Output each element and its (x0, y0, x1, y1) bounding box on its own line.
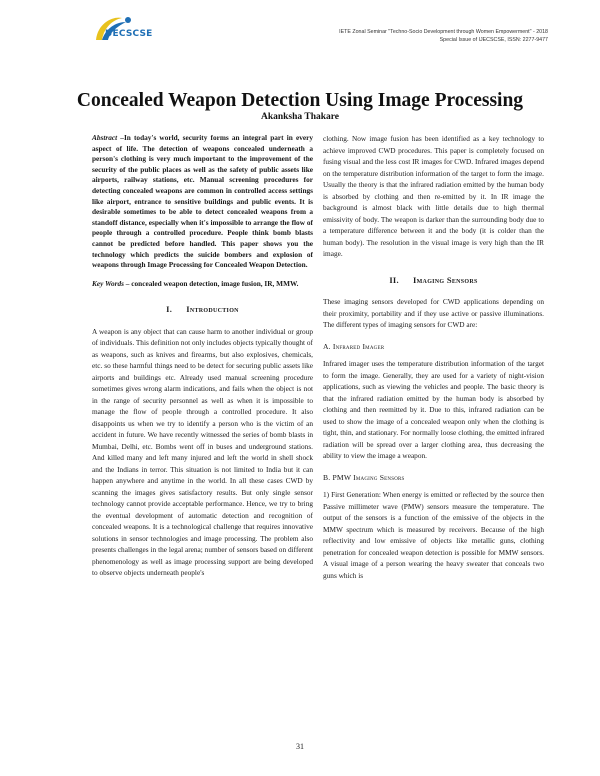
keywords-text: – concealed weapon detection, image fusion, IR, MMW. (123, 278, 299, 288)
section-title: Introduction (186, 304, 239, 315)
issue-line: Special Issue of IJECSCSE, ISSN: 2277-9477 (439, 37, 548, 43)
imaging-sensors-paragraph: These imaging sensors developed for CWD applications depending on their proximity, portability and if they use active or passive illuminations. The different types of imaging sensors for CWD are: (323, 297, 544, 329)
paper-title: Concealed Weapon Detection Using Image Processing (76, 90, 524, 111)
logo-text: UECSCSE (105, 29, 153, 39)
seminar-line: IETE Zonal Seminar "Techno-Socio Development through Women Empowerment" - 2018 (339, 29, 548, 35)
subsection-heading-pmw-sensors: B. PMW Imaging Sensors (323, 472, 405, 482)
journal-logo (92, 14, 154, 44)
section-heading-introduction (92, 304, 313, 316)
introduction-paragraph: A weapon is any object that can cause harm to another individual or group of individuals. This definition not only includes objects typically thought of as weapons, such as knives and firearms, but also explosives, chemicals, etc. so these harmful things need to be detect for securing public assets like airports and buildings etc. Already used manual screening procedure sometimes gives wrong alarm indications, and fails when the object is not in the range of security personnel as well as when it is impossible to manage the flow of people through a controlled procedure. It also disappoints us when we try to identify a person who is the victim of an accident in future. We have recently witnessed the series of bomb blasts in Mumbai, Delhi, etc. Bombs went off in buses and underground stations. And killed many and left many injured and left the world in shell shock and the Indians in terror. This situation is not limited to India but it can happen anywhere and anytime in the world. In all these cases CWD by scanning the images gives satisfactory results. But only single sensor technology cannot provide acceptable performance. Hence, we try to bring the eventual development of automatic detection and recognition of concealed weapons. It is a technological challenge that requires innovative solutions in sensor technologies and image processing. The problem also presents challenges in the legal arena; number of sensors based on different phenomenology as well as image processing support are being developed to observe objects underneath people's (92, 326, 313, 578)
section-heading-imaging-sensors (323, 275, 544, 287)
right-column (323, 133, 544, 581)
section-number: II. (389, 274, 399, 285)
keywords-label: Key Words (92, 278, 124, 288)
infrared-imager-paragraph: Infrared imager uses the temperature distribution information of the target to form the image. Generally, they are used for a variety of night-vision applications, such as viewing the vehicles and people. The basic theory is that the infrared radiation emitted by the human body is absorbed by clothing and then reemitted by it. Due to this, infrared radiation can be used to show the image of a concealed weapon only when the clothing is tight, thin, and stationary. For normally loose clothing, the emitted infrared radiation will be spread over a larger clothing area, thus decreasing the ability to view the image a weapon. (323, 359, 544, 460)
pmw-sensors-paragraph: 1) First Generation: When energy is emitted or reflected by the source then Passive millimeter wave (PMW) sensors measure the temperature. The output of the sensors is a function of the emissive of the objects in the MMW spectrum which is measured by receivers. Because of the high reflectivity and low emissive of objects like metallic guns, clothing penetration for concealed weapon detection is possible for MMW sensors. A visual image of a person wearing the heavy sweater that conceals two guns which is (323, 490, 544, 580)
page-number: 31 (296, 742, 304, 751)
abstract-text: –In today's world, security forms an integral part in every aspect of life. The detection of weapons concealed underneath a person's clothing is very much important to the improvement of the security of the public places as well as the safety of public assets like airports, railway stations, etc. Manual screening procedures for detecting concealed weapons are common in controlled access settings like airport, entrance to sensitive buildings and public events. It is desirable sometimes to be able to detect concealed weapons from a standoff distance, especially when it's impossible to arrange the flow of people through a controlled procedure. People think bomb blasts cannot be predicted before handled. This paper shows you the technology which predicts the suicide bombers and explosion of weapons through Image Processing for Concealed Weapon Detection. (92, 133, 313, 270)
abstract-label: Abstract (92, 133, 118, 142)
keywords (92, 279, 313, 290)
subsection-heading-infrared-imager: A. Infrared Imager (323, 341, 385, 351)
section-title: Imaging Sensors (412, 274, 478, 285)
section-number: I. (166, 304, 173, 315)
introduction-continued-paragraph: clothing. Now image fusion has been identified as a key technology to achieve improved CWD procedures. This paper is completely focused on fusing visual and the less cost IR images for CWD. Infrared images depend on the temperature distribution information of the target to form the image. Usually the theory is that the infrared radiation emitted by the human body is absorbed by clothing and then re-emitted by it. In IR image the background is almost black with little details due to high thermal emissivity of body. The weapon is darker than the surrounding body due to a temperature difference between it and the body (it is colder than the human body). The resolution in the visual image is very high than the IR image. (323, 134, 544, 258)
abstract (92, 133, 313, 271)
journal-header (339, 28, 548, 44)
paper-author: Akanksha Thakare (260, 112, 340, 122)
left-column (92, 133, 313, 579)
